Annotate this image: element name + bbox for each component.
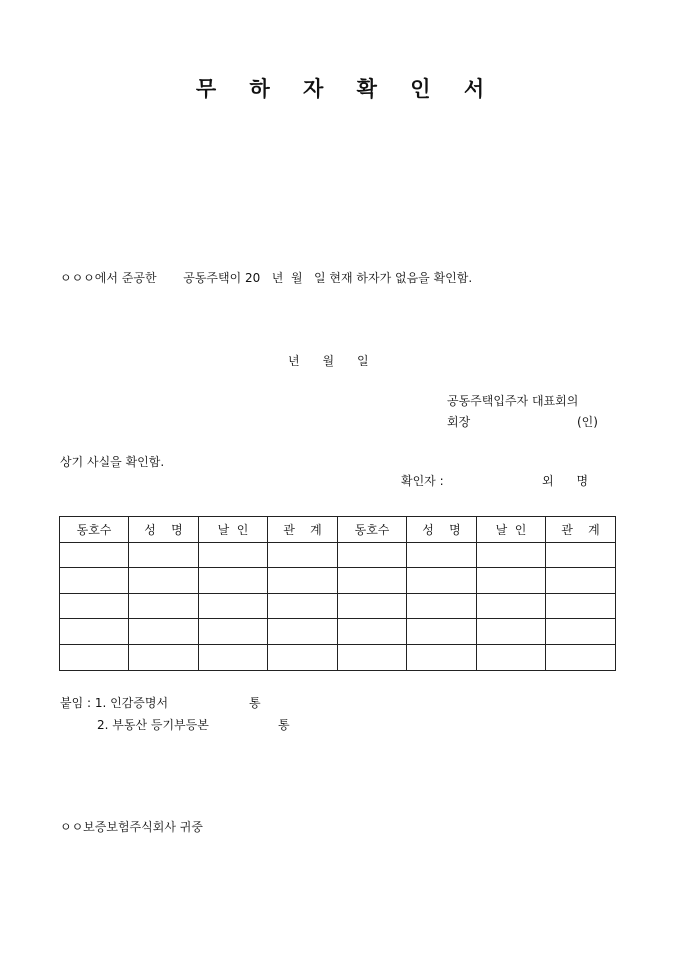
table-cell (338, 644, 407, 670)
table-cell (129, 593, 199, 619)
table-cell (546, 542, 616, 568)
table-cell (268, 568, 338, 594)
table-cell (199, 619, 268, 645)
table-cell (60, 593, 129, 619)
table-cell (129, 542, 199, 568)
confirmation-statement: ㅇㅇㅇ에서 준공한 공동주택이 20 년 월 일 현재 하자가 없음을 확인함. (60, 271, 473, 285)
header-unit-number: 동호수 (338, 517, 407, 543)
table-cell (407, 542, 477, 568)
table-cell (407, 644, 477, 670)
association-name: 공동주택입주자 대표회의 (447, 394, 579, 408)
table-cell (129, 644, 199, 670)
table-cell (199, 593, 268, 619)
table-row (60, 568, 616, 594)
table-cell (60, 644, 129, 670)
resident-table (59, 516, 616, 671)
table-cell (268, 619, 338, 645)
table-header-row (60, 517, 616, 543)
table-row (60, 593, 616, 619)
table-cell (268, 644, 338, 670)
table-row (60, 619, 616, 645)
table-cell (477, 619, 546, 645)
header-name: 성 명 (129, 517, 199, 543)
table-cell (268, 542, 338, 568)
confirmer-count: 외 명 (542, 474, 589, 488)
attachment-2-label: 2. 부동산 등기부등본 (97, 718, 209, 732)
table-cell (338, 568, 407, 594)
table-cell (407, 593, 477, 619)
header-relation: 관 계 (268, 517, 338, 543)
table-cell (477, 542, 546, 568)
header-seal: 날 인 (477, 517, 546, 543)
document-title: 무 하 자 확 인 서 (195, 76, 498, 101)
table-cell (477, 568, 546, 594)
header-unit-number: 동호수 (60, 517, 129, 543)
header-seal: 날 인 (199, 517, 268, 543)
table-cell (129, 568, 199, 594)
seal-mark: (인) (577, 415, 598, 429)
header-relation: 관 계 (546, 517, 616, 543)
table-cell (199, 644, 268, 670)
table-row (60, 542, 616, 568)
attachment-1-label: 붙임 : 1. 인감증명서 (60, 696, 169, 710)
attachment-2-unit: 통 (278, 718, 290, 732)
table-cell (477, 644, 546, 670)
table-cell (546, 568, 616, 594)
date-line: 년 월 일 (288, 354, 369, 368)
recipient: ㅇㅇ보증보험주식회사 귀중 (60, 820, 203, 834)
table-cell (60, 619, 129, 645)
table-cell (338, 593, 407, 619)
table-cell (338, 619, 407, 645)
header-name: 성 명 (407, 517, 477, 543)
table-cell (60, 542, 129, 568)
table-cell (338, 542, 407, 568)
table-cell (268, 593, 338, 619)
table-row (60, 644, 616, 670)
table-cell (546, 619, 616, 645)
confirmer-label: 확인자 : (401, 474, 444, 488)
table-cell (546, 593, 616, 619)
table-cell (407, 619, 477, 645)
confirm-text: 상기 사실을 확인함. (60, 455, 165, 469)
table-cell (546, 644, 616, 670)
table-cell (60, 568, 129, 594)
table-cell (199, 568, 268, 594)
table-cell (199, 542, 268, 568)
table-cell (407, 568, 477, 594)
table-cell (477, 593, 546, 619)
table-cell (129, 619, 199, 645)
attachment-1-unit: 통 (249, 696, 261, 710)
chairman-label: 회장 (447, 415, 471, 429)
